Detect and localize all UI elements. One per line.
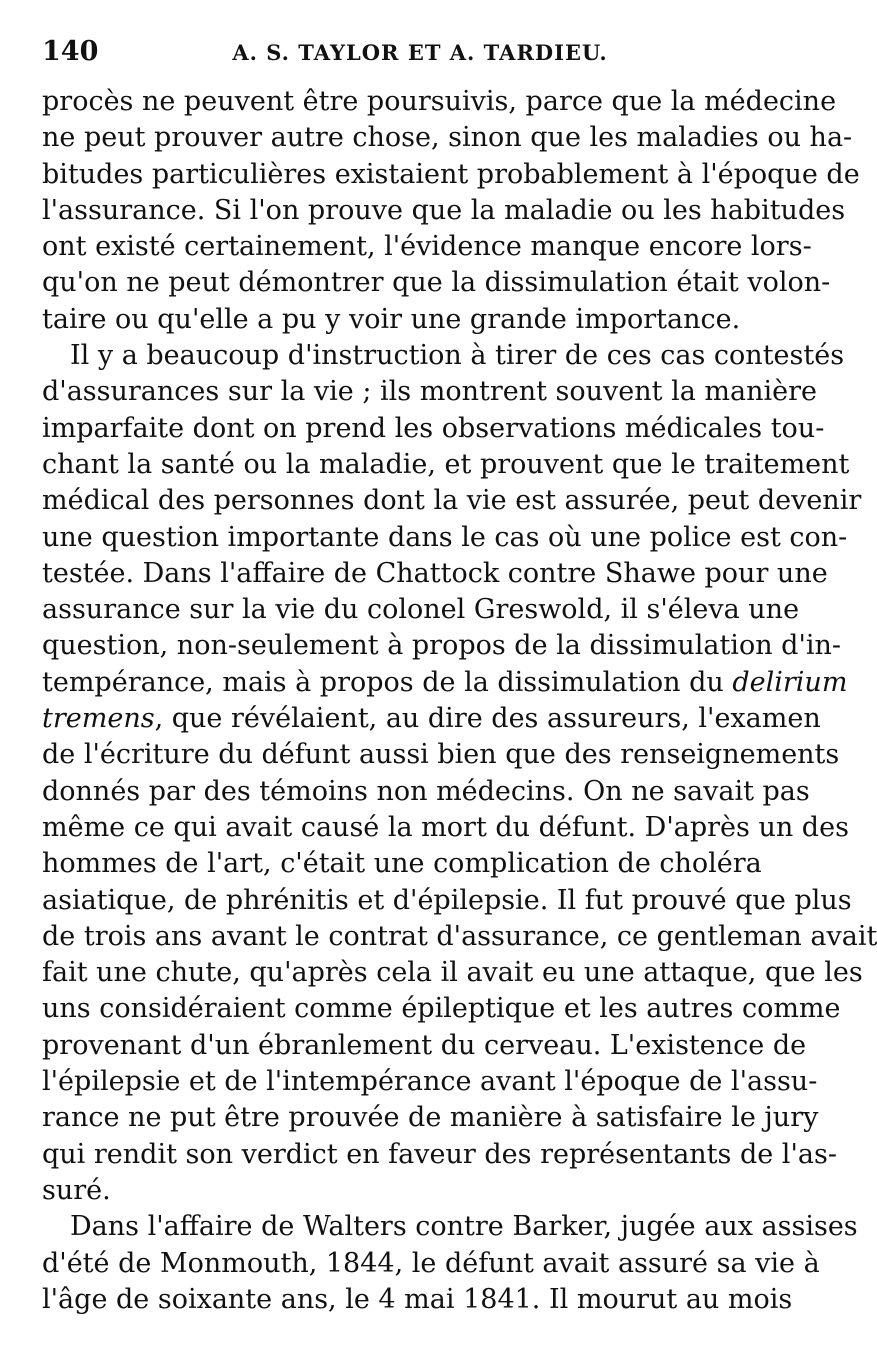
- text-line: assurance sur la vie du colonel Greswold, il s'éleva une: [42, 594, 800, 626]
- text-line: de l'écriture du défunt aussi bien que des renseignements: [42, 739, 840, 771]
- text-line: même ce qui avait causé la mort du défunt. D'après un des: [42, 811, 849, 843]
- text-line: qui rendit son verdict en faveur des représentants de l'as-: [42, 1138, 837, 1170]
- text-line: donnés par des témoins non médecins. On ne savait pas: [42, 775, 810, 807]
- text-line: hommes de l'art, c'était une complication de choléra: [42, 848, 762, 880]
- text-line: tempérance, mais à propos de la dissimulation du delirium: [42, 666, 848, 698]
- text-line: médical des personnes dont la vie est assurée, peut devenir: [42, 485, 862, 517]
- text-line: d'été de Monmouth, 1844, le défunt avait assuré sa vie à: [42, 1247, 820, 1279]
- text-line: procès ne peuvent être poursuivis, parce que la médecine: [42, 86, 837, 117]
- text-line: imparfaite dont on prend les observations médicales tou-: [42, 412, 825, 444]
- text-line: l'assurance. Si l'on prouve que la maladie ou les habitudes: [42, 194, 846, 226]
- page-header: [42, 36, 758, 84]
- text-line: une question importante dans le cas où une police est con-: [42, 521, 848, 553]
- text-line: uns considéraient comme épileptique et les autres comme: [42, 993, 841, 1025]
- text-line: chant la santé ou la maladie, et prouvent que le traitement: [42, 448, 850, 480]
- text-line: ne peut prouver autre chose, sinon que les maladies ou ha-: [42, 122, 853, 154]
- text-line: Dans l'affaire de Walters contre Barker, jugée aux assises: [70, 1211, 858, 1243]
- text-line: fait une chute, qu'après cela il avait eu une attaque, que les: [42, 957, 863, 989]
- body-text: [42, 84, 877, 1318]
- text-line: asiatique, de phrénitis et d'épilepsie. Il fut prouvé que plus: [42, 884, 852, 916]
- text-line: de trois ans avant le contrat d'assurance, ce gentleman avait: [42, 920, 877, 952]
- text-line: ont existé certainement, l'évidence manque encore lors-: [42, 231, 812, 263]
- text-line: bitudes particulières existaient probablement à l'époque de: [42, 158, 860, 190]
- text-line: taire ou qu'elle a pu y voir une grande importance.: [42, 303, 741, 335]
- page-number: 140: [42, 36, 99, 67]
- text-line: suré.: [42, 1174, 111, 1206]
- text-line: question, non-seulement à propos de la dissimulation d'in-: [42, 630, 842, 662]
- running-head: A. S. TAYLOR ET A. TARDIEU.: [232, 40, 608, 65]
- text-line: provenant d'un ébranlement du cerveau. L'existence de: [42, 1029, 807, 1061]
- text-line: l'âge de soixante ans, le 4 mai 1841. Il mourut au mois: [42, 1283, 793, 1315]
- paragraph: [42, 1209, 858, 1318]
- text-line: testée. Dans l'affaire de Chattock contre Shawe pour une: [42, 557, 828, 589]
- text-line: rance ne put être prouvée de manière à satisfaire le jury: [42, 1102, 819, 1134]
- text-line: tremens, que révélaient, au dire des assureurs, l'examen: [42, 703, 821, 735]
- paragraph: [42, 84, 860, 338]
- text-line: l'épilepsie et de l'intempérance avant l'époque de l'assu-: [42, 1066, 818, 1098]
- paragraph: [42, 338, 877, 1209]
- text-line: Il y a beaucoup d'instruction à tirer de ces cas contestés: [70, 340, 845, 372]
- text-line: qu'on ne peut démontrer que la dissimulation était volon-: [42, 267, 831, 299]
- text-line: d'assurances sur la vie ; ils montrent souvent la manière: [42, 376, 817, 408]
- italic-term: delirium: [732, 666, 848, 698]
- italic-term: tremens: [42, 703, 155, 735]
